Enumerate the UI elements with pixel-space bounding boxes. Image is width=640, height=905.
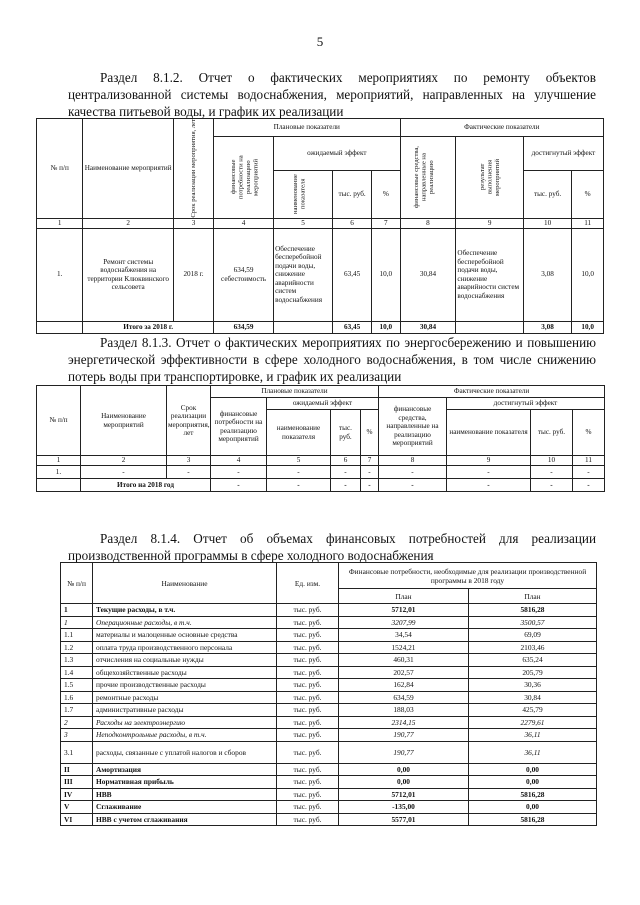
plan-header: Плановые показатели [211,386,379,398]
col-no-header: № п/п [37,119,83,219]
cell-plan: 460,31 [339,654,469,667]
cell-plan2: 2103,46 [469,641,597,654]
table-row [61,729,597,742]
achieved-effect-header: достигнутый эффект [447,398,605,410]
table-row [61,629,597,642]
thous-rub-header: тыс. руб. [331,410,361,456]
cell-no: 1.6 [61,691,93,704]
cell-no: 2 [61,716,93,729]
cell-plan2: 30,36 [469,679,597,692]
fact-rub-header: тыс. руб. [531,410,573,456]
table-row [61,654,597,667]
cell-name: отчисления на социальные нужды [93,654,277,667]
cell-plan: 5712,01 [339,788,469,801]
cell-name: расходы, связанные с уплатой налогов и сборов [93,741,277,763]
cell-unit: тыс. руб. [277,813,339,826]
cell-name: НВВ с учетом сглаживания [93,813,277,826]
cell-name: ремонтные расходы [93,691,277,704]
cell-unit: тыс. руб. [277,604,339,617]
cell-plan: 34,54 [339,629,469,642]
cell-no: 1 [61,604,93,617]
col-plan2-header: План [469,589,597,604]
cell-plan2: 30,84 [469,691,597,704]
cell-plan2: 36,11 [469,729,597,742]
table-row [61,776,597,789]
table-row [61,801,597,814]
table-row [61,763,597,776]
cell-name: Расходы на электроэнергию [93,716,277,729]
col-no-header: № п/п [61,563,93,604]
cell-plan2: 5816,28 [469,604,597,617]
heading-text: Раздел 8.1.4. Отчет об объемах финансовых потребностей для реализации производственной программы в сфере холодного водоснабжения [68,531,596,563]
cell-plan: 188,03 [339,704,469,717]
cell-name: НВВ [93,788,277,801]
cell-plan: 5577,01 [339,813,469,826]
cell-plan: 2314,15 [339,716,469,729]
cell-name: Нормативная прибыль [93,776,277,789]
table-row [61,716,597,729]
cell-unit: тыс. руб. [277,801,339,814]
cell-name: административные расходы [93,704,277,717]
cell-name: материалы и малоценные основные средства [93,629,277,642]
cell-unit: тыс. руб. [277,763,339,776]
cell-no: 1 [61,616,93,629]
cell-plan2: 0,00 [469,763,597,776]
table-row [61,691,597,704]
cell-no: 1.5 [61,679,93,692]
cell-unit: тыс. руб. [277,666,339,679]
table-row [61,666,597,679]
cell-name: оплата труда производственного персонала [93,641,277,654]
table-row: 1. - - - - - - - - - - [37,466,605,479]
cell-plan2: 3500,57 [469,616,597,629]
heading-text: Раздел 8.1.2. Отчет о фактических мероприятиях по ремонту объектов централизованной системы водоснабжения, мероприятий, направленных на улучшение качества питьевой воды, и график их реализации [68,70,596,119]
cell-plan2: 36,11 [469,741,597,763]
expected-effect-header: ожидаемый эффект [274,137,400,171]
indicator-name-header: наименование показателя [274,170,333,218]
plan-fin-header: финансовые потребности на реализацию мероприятий [214,137,274,219]
cell-no: 1.7 [61,704,93,717]
cell-no: 1.2 [61,641,93,654]
table-row [61,679,597,692]
total-row: Итого за 2018 г. 634,59 63,45 10,0 30,84 3,08 10,0 [37,321,604,333]
financial-needs-body [61,604,597,826]
fact-fin-header: финансовые средства, направленные на реализацию [400,137,456,219]
fact-pct-header: % [573,410,605,456]
cell-unit: тыс. руб. [277,679,339,692]
cell-plan: 3207,99 [339,616,469,629]
cell-plan2: 5816,28 [469,788,597,801]
cell-plan2: 5816,28 [469,813,597,826]
cell-name: общехозяйственные расходы [93,666,277,679]
expected-effect-header: ожидаемый эффект [267,398,379,410]
thous-rub-header: тыс. руб. [333,170,372,218]
cell-plan2: 425,79 [469,704,597,717]
cell-plan2: 0,00 [469,776,597,789]
fact-fin-header: финансовые средства, направленные на реализацию мероприятий [379,398,447,456]
plan-header: Плановые показатели [214,119,401,137]
table-row [61,813,597,826]
cell-plan: 162,84 [339,679,469,692]
cell-no: 1.1 [61,629,93,642]
fact-result-header: результат выполнения мероприятий [456,137,523,219]
section-8-1-4-heading [68,530,596,564]
cell-unit: тыс. руб. [277,616,339,629]
fact-header: Фактические показатели [379,386,605,398]
cell-unit: тыс. руб. [277,716,339,729]
cell-no: II [61,763,93,776]
col-unit-header: Ед. изм. [277,563,339,604]
total-row: Итого на 2018 год - - - - - - - - [37,479,605,492]
col-no-header: № п/п [37,386,81,456]
table-row [61,704,597,717]
cell-no: IV [61,788,93,801]
cell-plan2: 205,79 [469,666,597,679]
cell-no: VI [61,813,93,826]
col-needs-header: Финансовые потребности, необходимые для реализации производственной программы в 2018 году [339,563,597,589]
fact-rub-header: тыс. руб. [523,170,571,218]
table-row [61,641,597,654]
fact-header: Фактические показатели [400,119,603,137]
cell-name: Неподконтрольные расходы, в т.ч. [93,729,277,742]
heading-text: Раздел 8.1.3. Отчет о фактических мероприятиях по энергосбережению и повышению энергетической эффективности в сфере холодного водоснабжения, в том числе снижению потерь воды при транспортировке, и график их реализации [68,335,596,384]
cell-plan2: 635,24 [469,654,597,667]
cell-name: Сглаживание [93,801,277,814]
column-numbers-row: 1 2 3 4 5 6 7 8 9 10 11 [37,218,604,228]
cell-no: III [61,776,93,789]
col-name-header: Наименование мероприятий [83,119,174,219]
cell-no: 1.3 [61,654,93,667]
cell-unit: тыс. руб. [277,704,339,717]
plan-fin-header: финансовые потребности на реализацию мероприятий [211,398,267,456]
financial-needs-table [60,562,597,826]
cell-plan: 0,00 [339,763,469,776]
cell-unit: тыс. руб. [277,654,339,667]
col-name-header: Наименование мероприятий [81,386,167,456]
cell-plan2: 69,09 [469,629,597,642]
cell-plan: 190,77 [339,741,469,763]
table-row: 1. Ремонт системы водоснабжения на территории Клюквинского сельсовета 2018 г. 634,59 себестоимость Обеспечение бесперебойной подачи воды, снижение аварийности систем водоснабжения 63,45 10,0 30,84 Обеспечение бесперебойной подачи воды, снижение аварийности систем водоснабжения 3,08 10,0 [37,228,604,321]
section-8-1-2-heading [68,69,596,120]
table-row [61,788,597,801]
cell-name: Текущие расходы, в т.ч. [93,604,277,617]
cell-unit: тыс. руб. [277,788,339,801]
fact-pct-header: % [572,170,604,218]
cell-name: прочие производственные расходы [93,679,277,692]
activities-repair-table [36,118,604,334]
col-term-header: Срок реализации мероприятия, лет [167,386,211,456]
cell-no: 1.4 [61,666,93,679]
pct-header: % [361,410,379,456]
cell-unit: тыс. руб. [277,729,339,742]
pct-header: % [372,170,400,218]
cell-name: Амортизация [93,763,277,776]
col-name-header: Наименование [93,563,277,604]
cell-unit: тыс. руб. [277,741,339,763]
cell-plan2: 0,00 [469,801,597,814]
cell-unit: тыс. руб. [277,691,339,704]
cell-plan: 5712,01 [339,604,469,617]
cell-unit: тыс. руб. [277,776,339,789]
cell-plan2: 2279,61 [469,716,597,729]
achieved-effect-header: достигнутый эффект [523,137,603,171]
fact-indicator-header: наименование показателя [447,410,531,456]
cell-no: V [61,801,93,814]
cell-plan: 0,00 [339,776,469,789]
page-number: 5 [316,34,324,49]
col-plan-header: План [339,589,469,604]
cell-unit: тыс. руб. [277,629,339,642]
cell-unit: тыс. руб. [277,641,339,654]
section-8-1-3-heading [68,334,596,385]
col-term-header: Срок реализации мероприятия, лет [173,119,213,219]
column-numbers-row: 1 2 3 4 5 6 7 8 9 10 11 [37,456,605,466]
table-row [61,616,597,629]
table-row [61,741,597,763]
cell-plan: 634,59 [339,691,469,704]
cell-name: Операционные расходы, в т.ч. [93,616,277,629]
cell-plan: 202,57 [339,666,469,679]
cell-no: 3 [61,729,93,742]
cell-plan: 1524,21 [339,641,469,654]
table-row [61,604,597,617]
cell-plan: 190,77 [339,729,469,742]
energy-saving-table [36,385,605,492]
cell-no: 3.1 [61,741,93,763]
indicator-name-header: наименование показателя [267,410,331,456]
cell-plan: -135,00 [339,801,469,814]
